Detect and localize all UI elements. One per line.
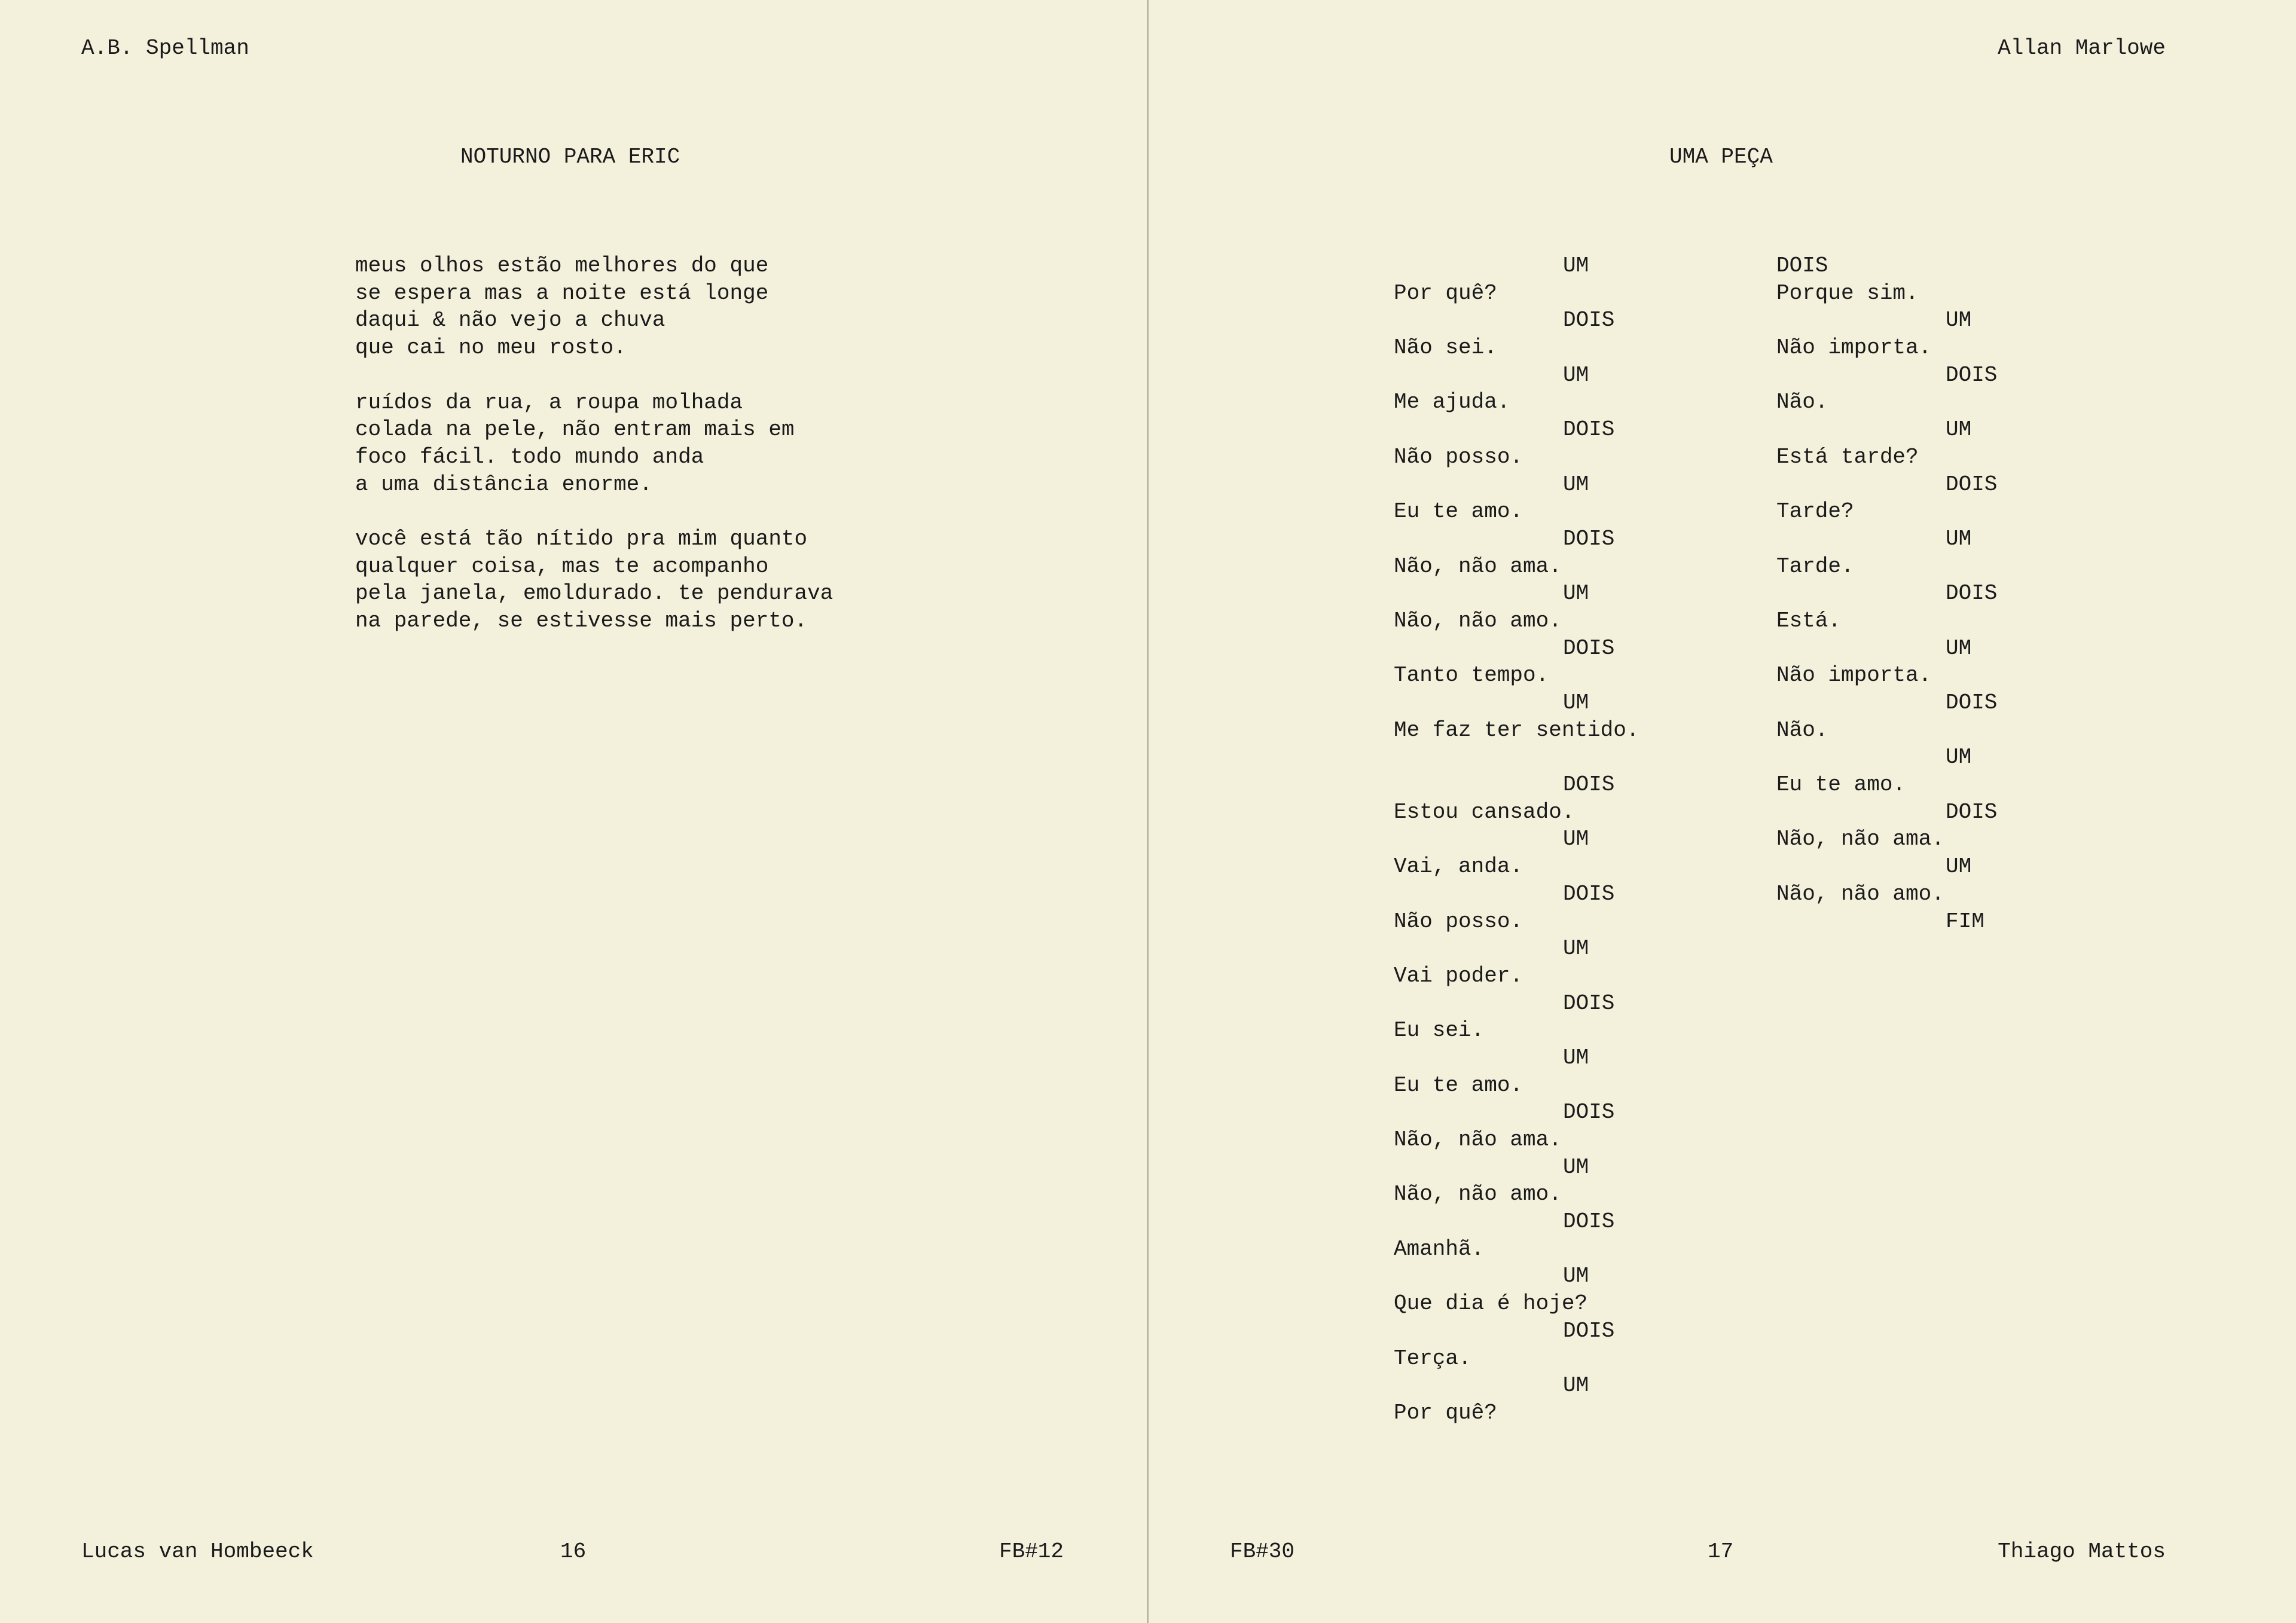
play-line: Não, não amo. [1394,608,1562,633]
play-line: Não, não amo. [1394,1182,1562,1207]
left-header-author: A.B. Spellman [81,36,249,60]
play-line: Não. [1776,717,1828,742]
right-page [1149,0,2296,1623]
play-line: Não importa. [1776,663,1932,688]
play-speaker: DOIS [1563,772,1615,797]
poem-line: você está tão nítido pra mim quanto [355,527,808,551]
left-issue-label: FB#12 [999,1539,1064,1564]
poem-line: foco fácil. todo mundo anda [355,444,704,469]
play-speaker: UM [1563,1154,1589,1179]
play-line: Tarde. [1776,554,1854,579]
play-line: Não posso. [1394,444,1523,469]
play-speaker: DOIS [1946,581,1998,606]
play-speaker: UM [1563,1373,1589,1398]
play-speaker: DOIS [1563,526,1615,551]
poem-body [355,252,833,662]
play-speaker: UM [1563,362,1589,387]
play-speaker: UM [1946,745,1972,770]
left-footer-translator: Lucas van Hombeeck [81,1539,314,1564]
poem-line: qualquer coisa, mas te acompanho [355,554,769,579]
right-play-title: UMA PEÇA [1669,145,1773,169]
play-line: Vai, anda. [1394,854,1523,879]
play-speaker: DOIS [1946,472,1998,497]
play-speaker: UM [1563,472,1589,497]
play-line: Está. [1776,608,1842,633]
play-line: Não importa. [1776,335,1932,360]
right-header-author: Allan Marlowe [1998,36,2166,60]
play-speaker: UM [1946,526,1972,551]
right-footer-translator: Thiago Mattos [1998,1539,2166,1564]
poem-line: meus olhos estão melhores do que [355,253,769,278]
poem-line: ruídos da rua, a roupa molhada [355,390,743,415]
play-line: Terça. [1394,1346,1471,1371]
play-speaker: DOIS [1563,881,1615,906]
play-speaker: UM [1563,827,1589,852]
play-line: Não, não ama. [1776,827,1944,852]
play-speaker: UM [1563,936,1589,961]
play-spacer [1394,744,1639,771]
play-line: Porque sim. [1776,280,1919,305]
play-line: Não, não amo. [1776,881,1944,906]
play-speaker: UM [1563,581,1589,606]
play-speaker: DOIS [1946,799,1998,824]
play-speaker: UM [1946,417,1972,442]
play-line: Não, não ama. [1394,1127,1562,1152]
poem-stanza [355,252,833,362]
poem-line: daqui & não vejo a chuva [355,308,665,333]
play-speaker: DOIS [1563,1318,1615,1343]
play-speaker: UM [1946,635,1972,661]
play-line: Por quê? [1394,1400,1497,1425]
left-poem-title: NOTURNO PARA ERIC [460,145,680,169]
play-line: Não posso. [1394,909,1523,934]
play-line: Tanto tempo. [1394,663,1549,688]
play-column-1 [1394,252,1639,1427]
play-column-2 [1776,252,1997,935]
play-line: Me faz ter sentido. [1394,717,1639,742]
play-speaker: DOIS [1563,1100,1615,1125]
poem-line: colada na pele, não entram mais em [355,417,795,442]
play-line: Vai poder. [1394,963,1523,988]
right-page-number: 17 [1708,1539,1734,1564]
poem-line: que cai no meu rosto. [355,335,627,360]
play-line: Estou cansado. [1394,799,1575,824]
play-speaker: DOIS [1946,690,1998,715]
right-issue-label: FB#30 [1230,1539,1295,1564]
play-line: Eu te amo. [1394,499,1523,524]
play-line: Amanhã. [1394,1236,1485,1261]
poem-stanza [355,389,833,499]
play-speaker: FIM [1946,909,1984,934]
play-speaker: UM [1946,308,1972,333]
play-line: Tarde? [1776,499,1854,524]
play-line: Não. [1776,390,1828,415]
play-speaker: DOIS [1946,362,1998,387]
play-line: Eu sei. [1394,1018,1485,1043]
left-page [0,0,1147,1623]
left-page-number: 16 [560,1539,587,1564]
play-line: DOIS [1776,253,1828,278]
play-line: Eu te amo. [1776,772,1906,797]
play-line: Não, não ama. [1394,554,1562,579]
play-speaker: DOIS [1563,417,1615,442]
play-speaker: UM [1563,1264,1589,1289]
play-speaker: UM [1563,253,1589,278]
play-speaker: DOIS [1563,635,1615,661]
play-line: Não sei. [1394,335,1497,360]
play-speaker: DOIS [1563,1209,1615,1234]
play-line: Está tarde? [1776,444,1919,469]
play-line: Por quê? [1394,280,1497,305]
play-speaker: UM [1563,1045,1589,1070]
play-speaker: DOIS [1563,991,1615,1016]
poem-stanza [355,525,833,635]
play-speaker: DOIS [1563,308,1615,333]
play-speaker: UM [1946,854,1972,879]
play-line: Que dia é hoje? [1394,1291,1588,1316]
play-line: Eu te amo. [1394,1072,1523,1098]
poem-line: se espera mas a noite está longe [355,280,769,305]
poem-line: na parede, se estivesse mais perto. [355,609,808,634]
poem-line: a uma distância enorme. [355,472,652,497]
play-line: Me ajuda. [1394,390,1510,415]
poem-line: pela janela, emoldurado. te pendurava [355,581,833,606]
play-speaker: UM [1563,690,1589,715]
